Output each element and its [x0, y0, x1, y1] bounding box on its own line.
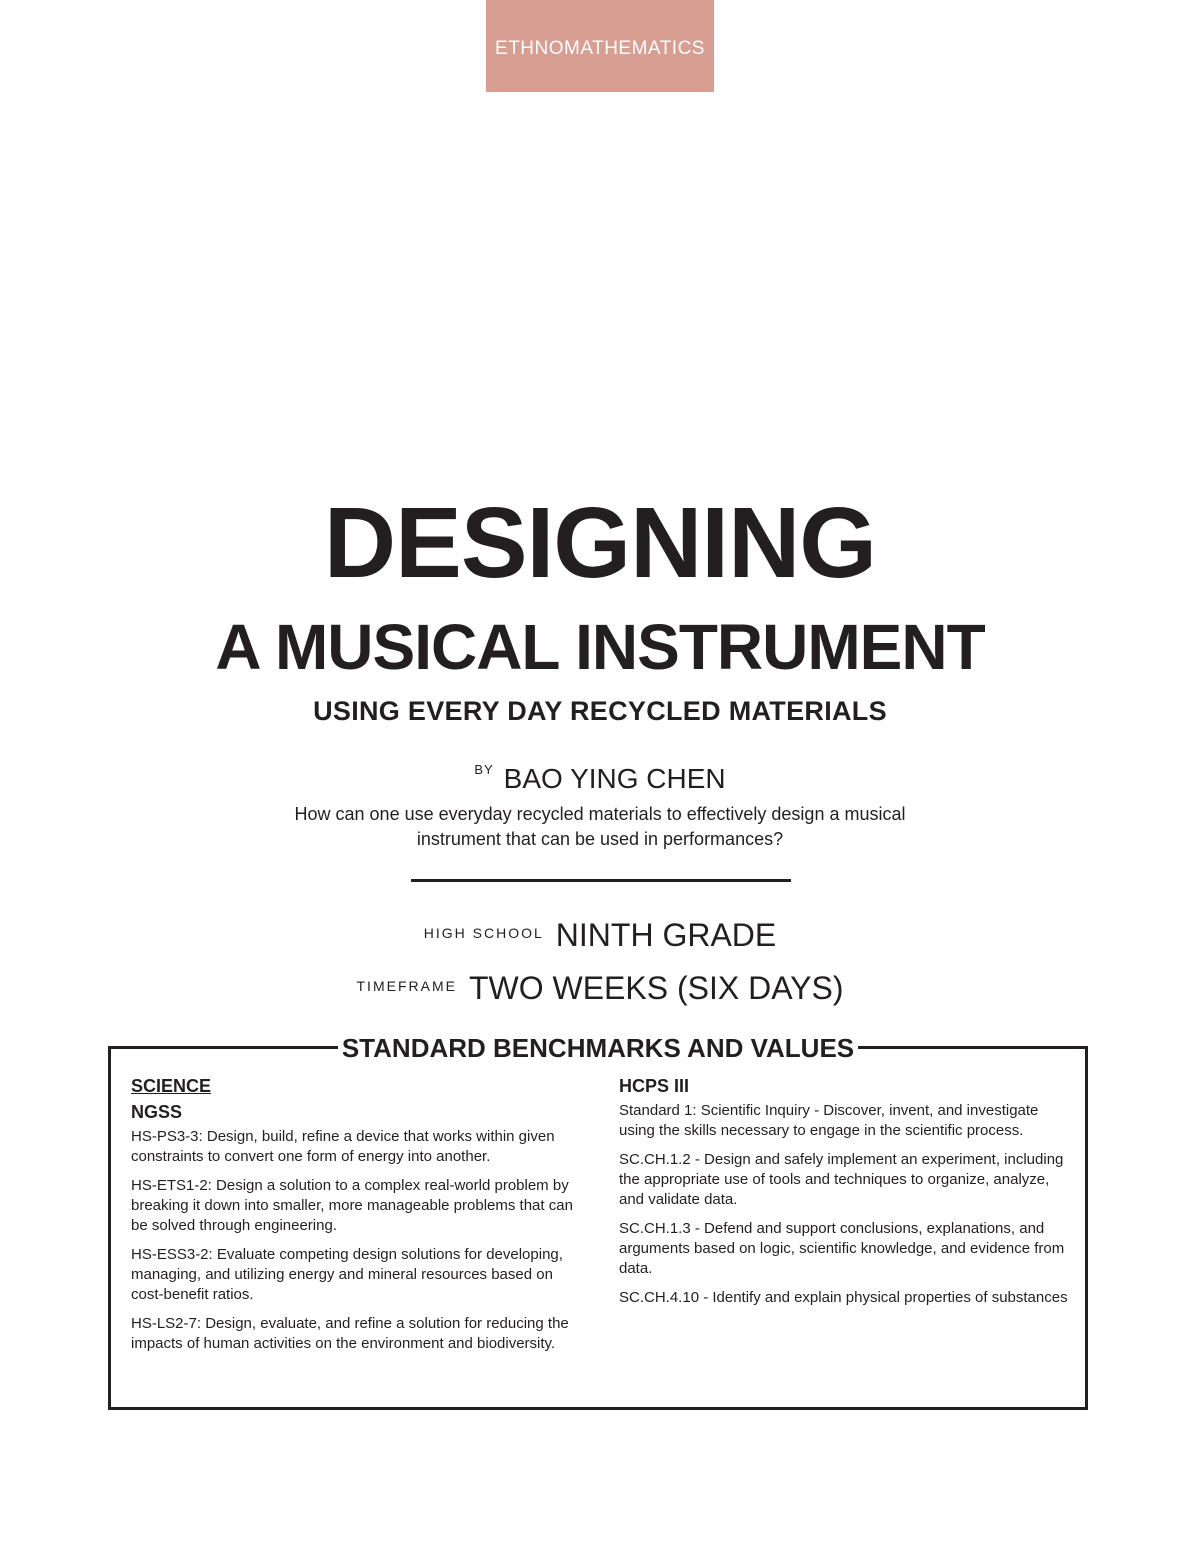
- section-tab: [486, 0, 714, 92]
- timeframe: [0, 966, 1200, 1015]
- standards-box-title: [111, 1031, 1085, 1070]
- page-title: DESIGNING: [323, 487, 877, 599]
- hcps-standard-item: SC.CH.4.10 - Identify and explain physical properties of substances: [619, 1289, 1068, 1306]
- ngss-standard-item: HS-PS3-3: Design, build, refine a device that works within given constraints to convert one form of energy into another.: [131, 1128, 555, 1165]
- section-tab-label: ETHNOMATHEMATICS: [495, 38, 705, 59]
- hcps-standard-item: SC.CH.1.3 - Defend and support conclusions, explanations, and arguments based on logic, scientific knowledge, and evidence from data.: [619, 1220, 1065, 1277]
- driving-question-line-1: How can one use everyday recycled materials to effectively design a musical: [294, 804, 906, 824]
- page-tagline: USING EVERY DAY RECYCLED MATERIALS: [313, 696, 887, 726]
- ngss-standard-item: HS-ETS1-2: Design a solution to a complex real-world problem by breaking it down into smaller, more manageable problems that can be solved through engineering.: [131, 1177, 573, 1234]
- timeframe-value: TWO WEEKS (SIX DAYS): [468, 970, 844, 1006]
- standards-box: [108, 1033, 1088, 1410]
- timeframe-label: TIMEFRAME: [356, 978, 457, 994]
- standards-science-column: [131, 1073, 587, 1363]
- grade-level-label: HIGH SCHOOL: [423, 925, 544, 941]
- section-divider: [411, 879, 791, 882]
- byline-prefix: BY: [474, 762, 494, 777]
- grade-level: [0, 913, 1200, 962]
- hcps-standard-item: SC.CH.1.2 - Design and safely implement an experiment, including the appropriate use of tools and techniques to organize, analyze, and validate data.: [619, 1151, 1064, 1208]
- hcps-standard-item: Standard 1: Scientific Inquiry - Discover, invent, and investigate using the skills necessary to engage in the scientific process.: [619, 1102, 1039, 1139]
- driving-question-line-2: instrument that can be used in performances?: [416, 829, 784, 849]
- byline: [0, 752, 1200, 802]
- ngss-standard-item: HS-LS2-7: Design, evaluate, and refine a solution for reducing the impacts of human activities on the environment and biodiversity.: [131, 1315, 569, 1352]
- page-subtitle: A MUSICAL INSTRUMENT: [215, 611, 985, 683]
- ngss-standard-item: HS-ESS3-2: Evaluate competing design solutions for developing, managing, and utilizing energy and mineral resources based on cost-benefit ratios.: [131, 1246, 563, 1303]
- hcps-heading: HCPS III: [619, 1076, 690, 1096]
- grade-level-value: NINTH GRADE: [555, 917, 777, 953]
- driving-question: [0, 802, 1200, 852]
- science-heading: SCIENCE: [131, 1076, 212, 1096]
- author-name: BAO YING CHEN: [503, 763, 726, 794]
- standards-hcps-column: [619, 1073, 1075, 1317]
- ngss-heading: NGSS: [131, 1102, 183, 1122]
- standards-title-text: STANDARD BENCHMARKS AND VALUES: [338, 1033, 858, 1063]
